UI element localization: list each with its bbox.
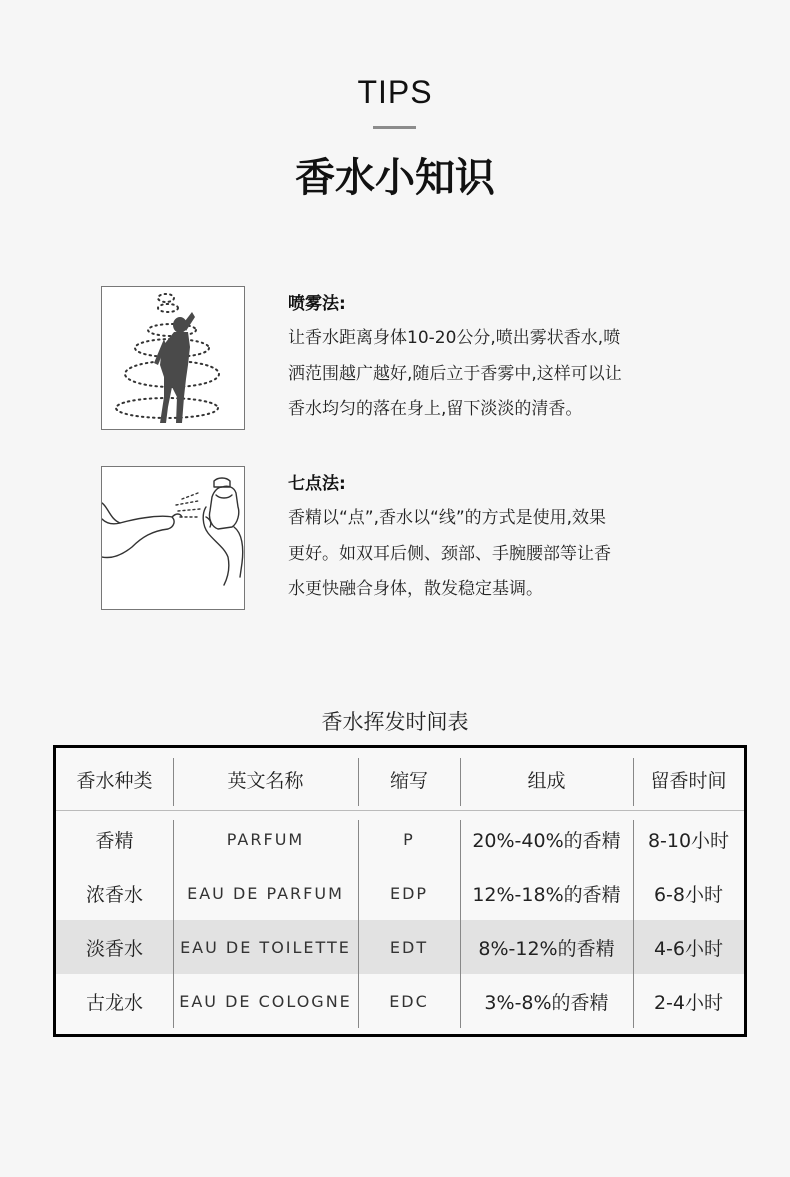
table-cell: P [403, 829, 415, 849]
table-row [56, 974, 744, 1028]
column-divider [173, 758, 174, 806]
method-spray [101, 286, 721, 431]
column-divider [460, 758, 461, 806]
table-cell: 3%-8%的香精 [484, 991, 609, 1014]
column-divider [358, 820, 359, 1028]
table-cell: EAU DE COLOGNE [179, 991, 352, 1011]
table-row [56, 812, 744, 866]
method-line: 香精以“点”,香水以“线”的方式是使用,效果 [288, 508, 607, 528]
table-cell: 2-4小时 [653, 991, 724, 1014]
method-line: 洒范围越广越好,随后立于香雾中,这样可以让 [288, 363, 622, 384]
method-body [288, 321, 698, 428]
table-cell: 香精 [95, 829, 134, 852]
method-line: 更好。如双耳后侧、颈部、手腕腰部等让香 [288, 543, 611, 564]
method-spray-text [288, 288, 698, 428]
column-divider [358, 758, 359, 806]
table-caption: 香水挥发时间表 [321, 710, 469, 734]
spray-woman-icon [101, 286, 245, 430]
table-cell: EDT [389, 937, 429, 957]
method-line: 水更快融合身体，散发稳定基调。 [288, 579, 543, 599]
table-cell: 古龙水 [85, 991, 143, 1014]
column-divider [460, 820, 461, 1028]
table-cell: PARFUM [226, 829, 305, 849]
table-cell: 20%-40%的香精 [472, 829, 621, 852]
page-title: 香水小知识 [295, 155, 495, 201]
table-row [56, 866, 744, 920]
method-seven-points-text [288, 468, 698, 608]
table-cell: 淡香水 [85, 937, 143, 960]
method-line: 香水均匀的落在身上,留下淡淡的清香。 [288, 399, 583, 419]
table-cell: EAU DE PARFUM [187, 883, 344, 903]
table-cell: 8%-12%的香精 [478, 937, 615, 960]
table-cell: EDP [389, 883, 429, 903]
header-divider [56, 810, 744, 811]
table-cell: 12%-18%的香精 [472, 883, 621, 906]
column-header: 组成 [527, 769, 566, 792]
volatility-table [53, 745, 747, 1037]
method-seven-points [101, 466, 721, 611]
table-header-row [56, 748, 744, 810]
table-cell: 4-6小时 [653, 937, 724, 960]
table-cell: EDC [389, 991, 429, 1011]
table-cell: EAU DE TOILETTE [180, 937, 351, 957]
method-line: 让香水距离身体10-20公分,喷出雾状香水,喷 [288, 328, 621, 348]
table-cell: 浓香水 [85, 883, 143, 906]
title-divider [373, 126, 416, 129]
column-header: 缩写 [389, 769, 428, 792]
column-divider [633, 758, 634, 806]
method-body [288, 501, 698, 608]
wrist-spray-icon [101, 466, 245, 610]
column-header: 香水种类 [76, 769, 153, 792]
table-row [56, 920, 744, 974]
method-title: 七点法: [288, 474, 346, 494]
method-title: 喷雾法: [288, 294, 346, 314]
column-header: 英文名称 [227, 769, 304, 792]
column-divider [633, 820, 634, 1028]
table-cell: 8-10小时 [647, 829, 730, 852]
column-divider [173, 820, 174, 1028]
table-cell: 6-8小时 [653, 883, 724, 906]
tips-label: TIPS [357, 74, 433, 110]
column-header: 留香时间 [650, 769, 727, 792]
